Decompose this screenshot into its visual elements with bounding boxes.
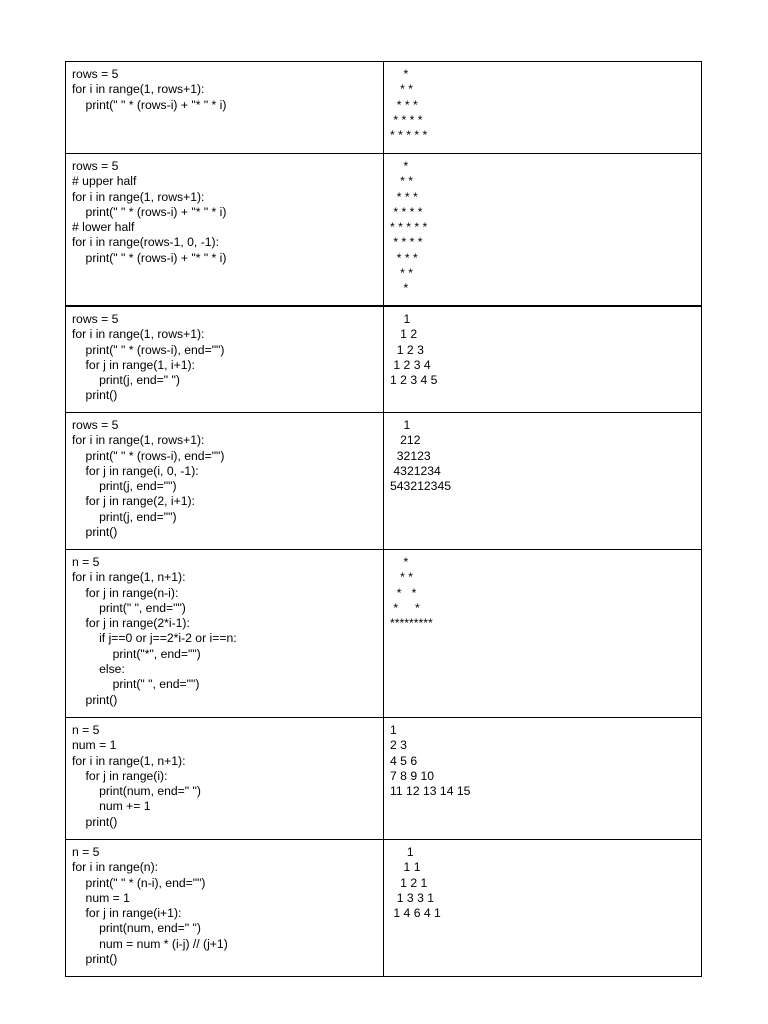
output-cell: * * * * * * * *********	[384, 550, 702, 718]
table-row	[66, 550, 702, 718]
table-row	[66, 306, 702, 413]
code-cell: n = 5 for i in range(1, n+1): for j in range(n-i): print(" ", end="") for j in range(2*i-1): if j==0 or j==2*i-2 or i==n: print("*", end="") else: print(" ", end="") print()	[66, 550, 384, 718]
code-cell: rows = 5 for i in range(1, rows+1): print(" " * (rows-i) + "* " * i)	[66, 62, 384, 154]
table-row	[66, 62, 702, 154]
table-row	[66, 840, 702, 977]
table-row	[66, 413, 702, 550]
output-cell: 1 1 2 1 2 3 1 2 3 4 1 2 3 4 5	[384, 306, 702, 413]
table-row	[66, 154, 702, 307]
pattern-program-table	[65, 61, 702, 977]
code-cell: n = 5 for i in range(n): print(" " * (n-i), end="") num = 1 for j in range(i+1): print(num, end=" ") num = num * (i-j) // (j+1) print()	[66, 840, 384, 977]
output-cell: * * * * * * * * * * * * * * *	[384, 62, 702, 154]
output-cell: * * * * * * * * * * * * * * * * * * * * * * * * *	[384, 154, 702, 307]
code-cell: rows = 5 for i in range(1, rows+1): print(" " * (rows-i), end="") for j in range(1, i+1): print(j, end=" ") print()	[66, 306, 384, 413]
code-cell: rows = 5 for i in range(1, rows+1): print(" " * (rows-i), end="") for j in range(i, 0, -1): print(j, end="") for j in range(2, i+1): print(j, end="") print()	[66, 413, 384, 550]
output-cell: 1 2 3 4 5 6 7 8 9 10 11 12 13 14 15	[384, 718, 702, 840]
code-cell: n = 5 num = 1 for i in range(1, n+1): for j in range(i): print(num, end=" ") num += 1 print()	[66, 718, 384, 840]
code-cell: rows = 5 # upper half for i in range(1, rows+1): print(" " * (rows-i) + "* " * i) # lower half for i in range(rows-1, 0, -1): print(" " * (rows-i) + "* " * i)	[66, 154, 384, 307]
output-cell: 1 1 1 1 2 1 1 3 3 1 1 4 6 4 1	[384, 840, 702, 977]
output-cell: 1 212 32123 4321234 543212345	[384, 413, 702, 550]
table-row	[66, 718, 702, 840]
